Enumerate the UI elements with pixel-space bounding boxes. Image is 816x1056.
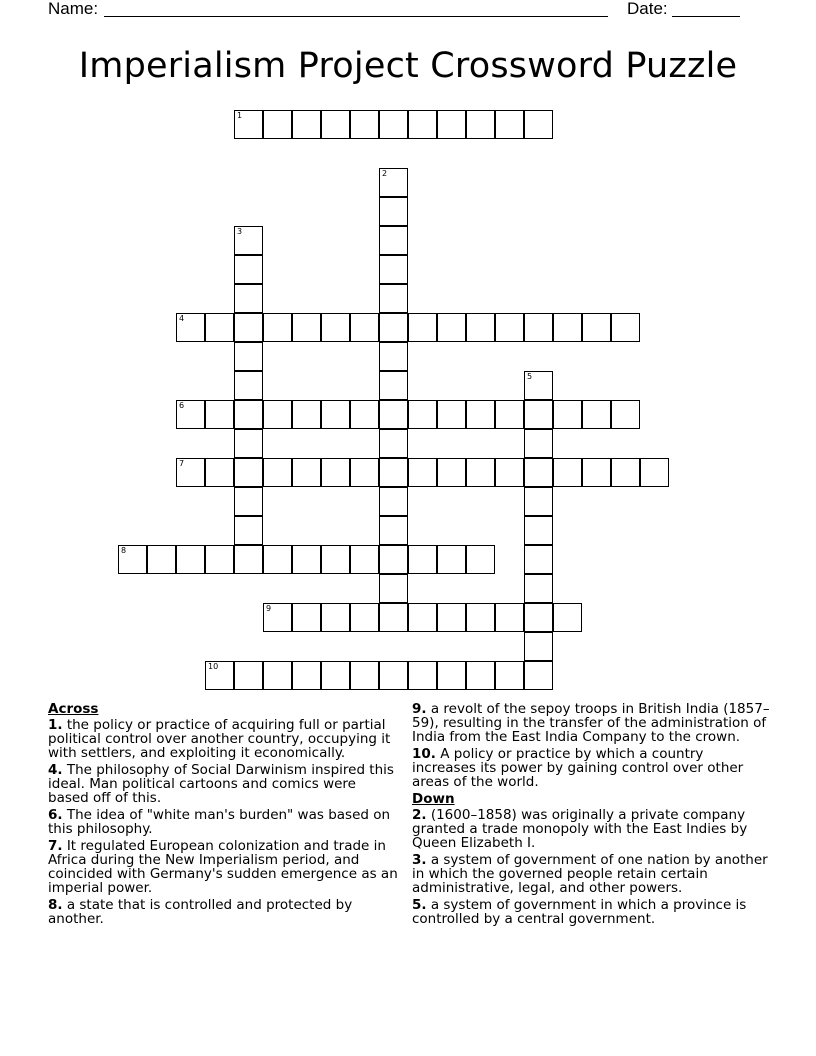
crossword-cell[interactable] [234, 371, 263, 400]
crossword-cell[interactable] [553, 400, 582, 429]
crossword-cell[interactable] [321, 661, 350, 690]
crossword-cell[interactable] [379, 371, 408, 400]
clue-number-label: 10 [208, 662, 219, 671]
crossword-cell[interactable] [582, 400, 611, 429]
crossword-cell[interactable] [205, 545, 234, 574]
clue-number: 9. [412, 701, 427, 717]
clue-across-9 [412, 702, 770, 744]
clue-text: a system of government of one nation by another in which the governed people retain certain administrative, legal, and other powers. [412, 852, 768, 896]
clue-text: The idea of "white man's burden" was based on this philosophy. [48, 807, 391, 837]
crossword-cell[interactable] [263, 545, 292, 574]
crossword-cell[interactable] [379, 603, 408, 632]
crossword-cell[interactable] [524, 487, 553, 516]
clue-number-label: 7 [179, 459, 185, 468]
clue-number-label: 1 [237, 111, 243, 120]
crossword-cell[interactable] [582, 458, 611, 487]
clue-text: A policy or practice by which a country increases its power by gaining control over other areas of the world. [412, 746, 744, 790]
crossword-cell[interactable] [408, 603, 437, 632]
crossword-cell[interactable] [205, 458, 234, 487]
clue-down-2 [412, 808, 770, 850]
crossword-cell[interactable] [350, 603, 379, 632]
clue-number-label: 5 [527, 372, 533, 381]
crossword-cell[interactable] [408, 545, 437, 574]
clue-number-label: 8 [121, 546, 127, 555]
crossword-cell[interactable] [292, 545, 321, 574]
crossword-cell[interactable] [495, 110, 524, 139]
crossword-cell[interactable] [524, 516, 553, 545]
crossword-cell[interactable] [437, 458, 466, 487]
crossword-cell[interactable] [437, 400, 466, 429]
crossword-cell[interactable] [524, 458, 553, 487]
crossword-cell[interactable] [205, 313, 234, 342]
crossword-cell[interactable] [553, 458, 582, 487]
clue-number-label: 4 [179, 314, 185, 323]
clue-across-10 [412, 747, 770, 789]
clues-column-left [48, 702, 398, 929]
crossword-cell[interactable] [234, 429, 263, 458]
crossword-cell[interactable] [466, 110, 495, 139]
clue-number: 7. [48, 838, 63, 854]
crossword-cell[interactable] [321, 458, 350, 487]
crossword-cell[interactable] [437, 661, 466, 690]
crossword-cell[interactable] [379, 226, 408, 255]
crossword-cell[interactable] [379, 197, 408, 226]
crossword-cell[interactable] [495, 313, 524, 342]
crossword-cell[interactable] [524, 371, 553, 400]
crossword-cell[interactable] [234, 545, 263, 574]
clue-down-5 [412, 898, 770, 926]
crossword-cell[interactable] [408, 400, 437, 429]
crossword-cell[interactable] [553, 603, 582, 632]
crossword-cell[interactable] [640, 458, 669, 487]
clues-column-right [412, 702, 770, 929]
crossword-cell[interactable] [234, 458, 263, 487]
crossword-cell[interactable] [205, 400, 234, 429]
crossword-cell[interactable] [379, 400, 408, 429]
crossword-cell[interactable] [234, 516, 263, 545]
clue-text: a system of government in which a province is controlled by a central government. [412, 897, 747, 927]
crossword-cell[interactable] [176, 458, 205, 487]
crossword-cell[interactable] [263, 313, 292, 342]
clue-number: 5. [412, 897, 427, 913]
clue-number-label: 9 [266, 604, 272, 613]
clue-across-8 [48, 898, 398, 926]
crossword-cell[interactable] [379, 313, 408, 342]
crossword-cell[interactable] [524, 632, 553, 661]
crossword-cell[interactable] [524, 603, 553, 632]
clue-across-1 [48, 718, 398, 760]
crossword-cell[interactable] [321, 400, 350, 429]
crossword-cell[interactable] [292, 661, 321, 690]
crossword-cell[interactable] [176, 400, 205, 429]
clue-number: 1. [48, 717, 63, 733]
crossword-cell[interactable] [234, 661, 263, 690]
crossword-cell[interactable] [350, 661, 379, 690]
crossword-cell[interactable] [582, 313, 611, 342]
crossword-cell[interactable] [524, 400, 553, 429]
clue-text: the policy or practice of acquiring full or partial political control over another country, occupying it with settlers, and exploiting it economically. [48, 717, 391, 761]
crossword-cell[interactable] [611, 313, 640, 342]
crossword-cell[interactable] [379, 429, 408, 458]
crossword-cell[interactable] [234, 400, 263, 429]
crossword-cell[interactable] [437, 110, 466, 139]
crossword-cell[interactable] [495, 661, 524, 690]
crossword-cell[interactable] [611, 458, 640, 487]
clue-text: It regulated European colonization and trade in Africa during the New Imperialism period, and coincided with Germany's sudden emergence as an imperial power. [48, 838, 398, 896]
page-title: Imperialism Project Crossword Puzzle [78, 46, 738, 86]
clue-number-label: 2 [382, 169, 388, 178]
crossword-cell[interactable] [379, 110, 408, 139]
crossword-cell[interactable] [466, 400, 495, 429]
crossword-cell[interactable] [379, 284, 408, 313]
crossword-cell[interactable] [524, 574, 553, 603]
across-heading: Across [48, 701, 99, 717]
crossword-cell[interactable] [379, 255, 408, 284]
crossword-cell[interactable] [292, 603, 321, 632]
crossword-cell[interactable] [524, 110, 553, 139]
date-label: Date: [627, 0, 668, 18]
crossword-cell[interactable] [176, 545, 205, 574]
crossword-cell[interactable] [321, 603, 350, 632]
crossword-cell[interactable] [466, 603, 495, 632]
crossword-cell[interactable] [292, 458, 321, 487]
crossword-cell[interactable] [350, 313, 379, 342]
crossword-cell[interactable] [408, 458, 437, 487]
clue-number-label: 6 [179, 401, 185, 410]
crossword-cell[interactable] [234, 255, 263, 284]
crossword-cell[interactable] [263, 661, 292, 690]
crossword-cell[interactable] [321, 110, 350, 139]
clue-text: The philosophy of Social Darwinism inspired this ideal. Man political cartoons and comics were based off of this. [48, 762, 394, 806]
crossword-cell[interactable] [263, 603, 292, 632]
crossword-cell[interactable] [408, 313, 437, 342]
crossword-cell[interactable] [408, 110, 437, 139]
clue-number: 10. [412, 746, 436, 762]
clue-number: 3. [412, 852, 427, 868]
clue-text: (1600–1858) was originally a private company granted a trade monopoly with the East Indies by Queen Elizabeth I. [412, 807, 748, 851]
crossword-cell[interactable] [205, 661, 234, 690]
crossword-cell[interactable] [234, 487, 263, 516]
crossword-cell[interactable] [350, 110, 379, 139]
crossword-cell[interactable] [379, 661, 408, 690]
crossword-cell[interactable] [611, 400, 640, 429]
crossword-cell[interactable] [495, 603, 524, 632]
clue-across-6 [48, 808, 398, 836]
name-label: Name: [48, 0, 99, 18]
crossword-cell[interactable] [350, 458, 379, 487]
crossword-cell[interactable] [495, 458, 524, 487]
crossword-cell[interactable] [379, 574, 408, 603]
crossword-cell[interactable] [234, 313, 263, 342]
crossword-cell[interactable] [292, 400, 321, 429]
crossword-cell[interactable] [466, 313, 495, 342]
crossword-cell[interactable] [176, 313, 205, 342]
crossword-cell[interactable] [466, 661, 495, 690]
crossword-cell[interactable] [263, 400, 292, 429]
crossword-cell[interactable] [553, 313, 582, 342]
crossword-cell[interactable] [263, 458, 292, 487]
down-heading: Down [412, 791, 455, 807]
clue-number: 2. [412, 807, 427, 823]
crossword-cell[interactable] [524, 545, 553, 574]
crossword-cell[interactable] [147, 545, 176, 574]
crossword-cell[interactable] [234, 342, 263, 371]
clue-number: 8. [48, 897, 63, 913]
crossword-cell[interactable] [292, 313, 321, 342]
crossword-cell[interactable] [321, 545, 350, 574]
crossword-cell[interactable] [379, 545, 408, 574]
crossword-cell[interactable] [379, 487, 408, 516]
crossword-cell[interactable] [524, 661, 553, 690]
crossword-cell[interactable] [118, 545, 147, 574]
clue-across-7 [48, 839, 398, 895]
crossword-cell[interactable] [437, 603, 466, 632]
crossword-cell[interactable] [379, 458, 408, 487]
crossword-cell[interactable] [437, 313, 466, 342]
crossword-cell[interactable] [408, 661, 437, 690]
clue-text: a revolt of the sepoy troops in British India (1857–59), resulting in the transfer of the administration of India from the East India Company to the crown. [412, 701, 770, 745]
crossword-cell[interactable] [495, 400, 524, 429]
crossword-cell[interactable] [350, 400, 379, 429]
crossword-cell[interactable] [524, 313, 553, 342]
crossword-cell[interactable] [234, 226, 263, 255]
crossword-cell[interactable] [466, 458, 495, 487]
crossword-cell[interactable] [379, 168, 408, 197]
crossword-cell[interactable] [234, 110, 263, 139]
clue-number: 4. [48, 762, 63, 778]
crossword-cell[interactable] [263, 110, 292, 139]
crossword-cell[interactable] [350, 545, 379, 574]
crossword-cell[interactable] [321, 313, 350, 342]
clue-across-4 [48, 763, 398, 805]
crossword-cell[interactable] [466, 545, 495, 574]
clue-down-3 [412, 853, 770, 895]
crossword-cell[interactable] [234, 284, 263, 313]
crossword-cell[interactable] [379, 342, 408, 371]
crossword-cell[interactable] [379, 516, 408, 545]
clue-number-label: 3 [237, 227, 243, 236]
clue-text: a state that is controlled and protected by another. [48, 897, 353, 927]
crossword-cell[interactable] [524, 429, 553, 458]
crossword-cell[interactable] [437, 545, 466, 574]
crossword-cell[interactable] [292, 110, 321, 139]
clue-number: 6. [48, 807, 63, 823]
